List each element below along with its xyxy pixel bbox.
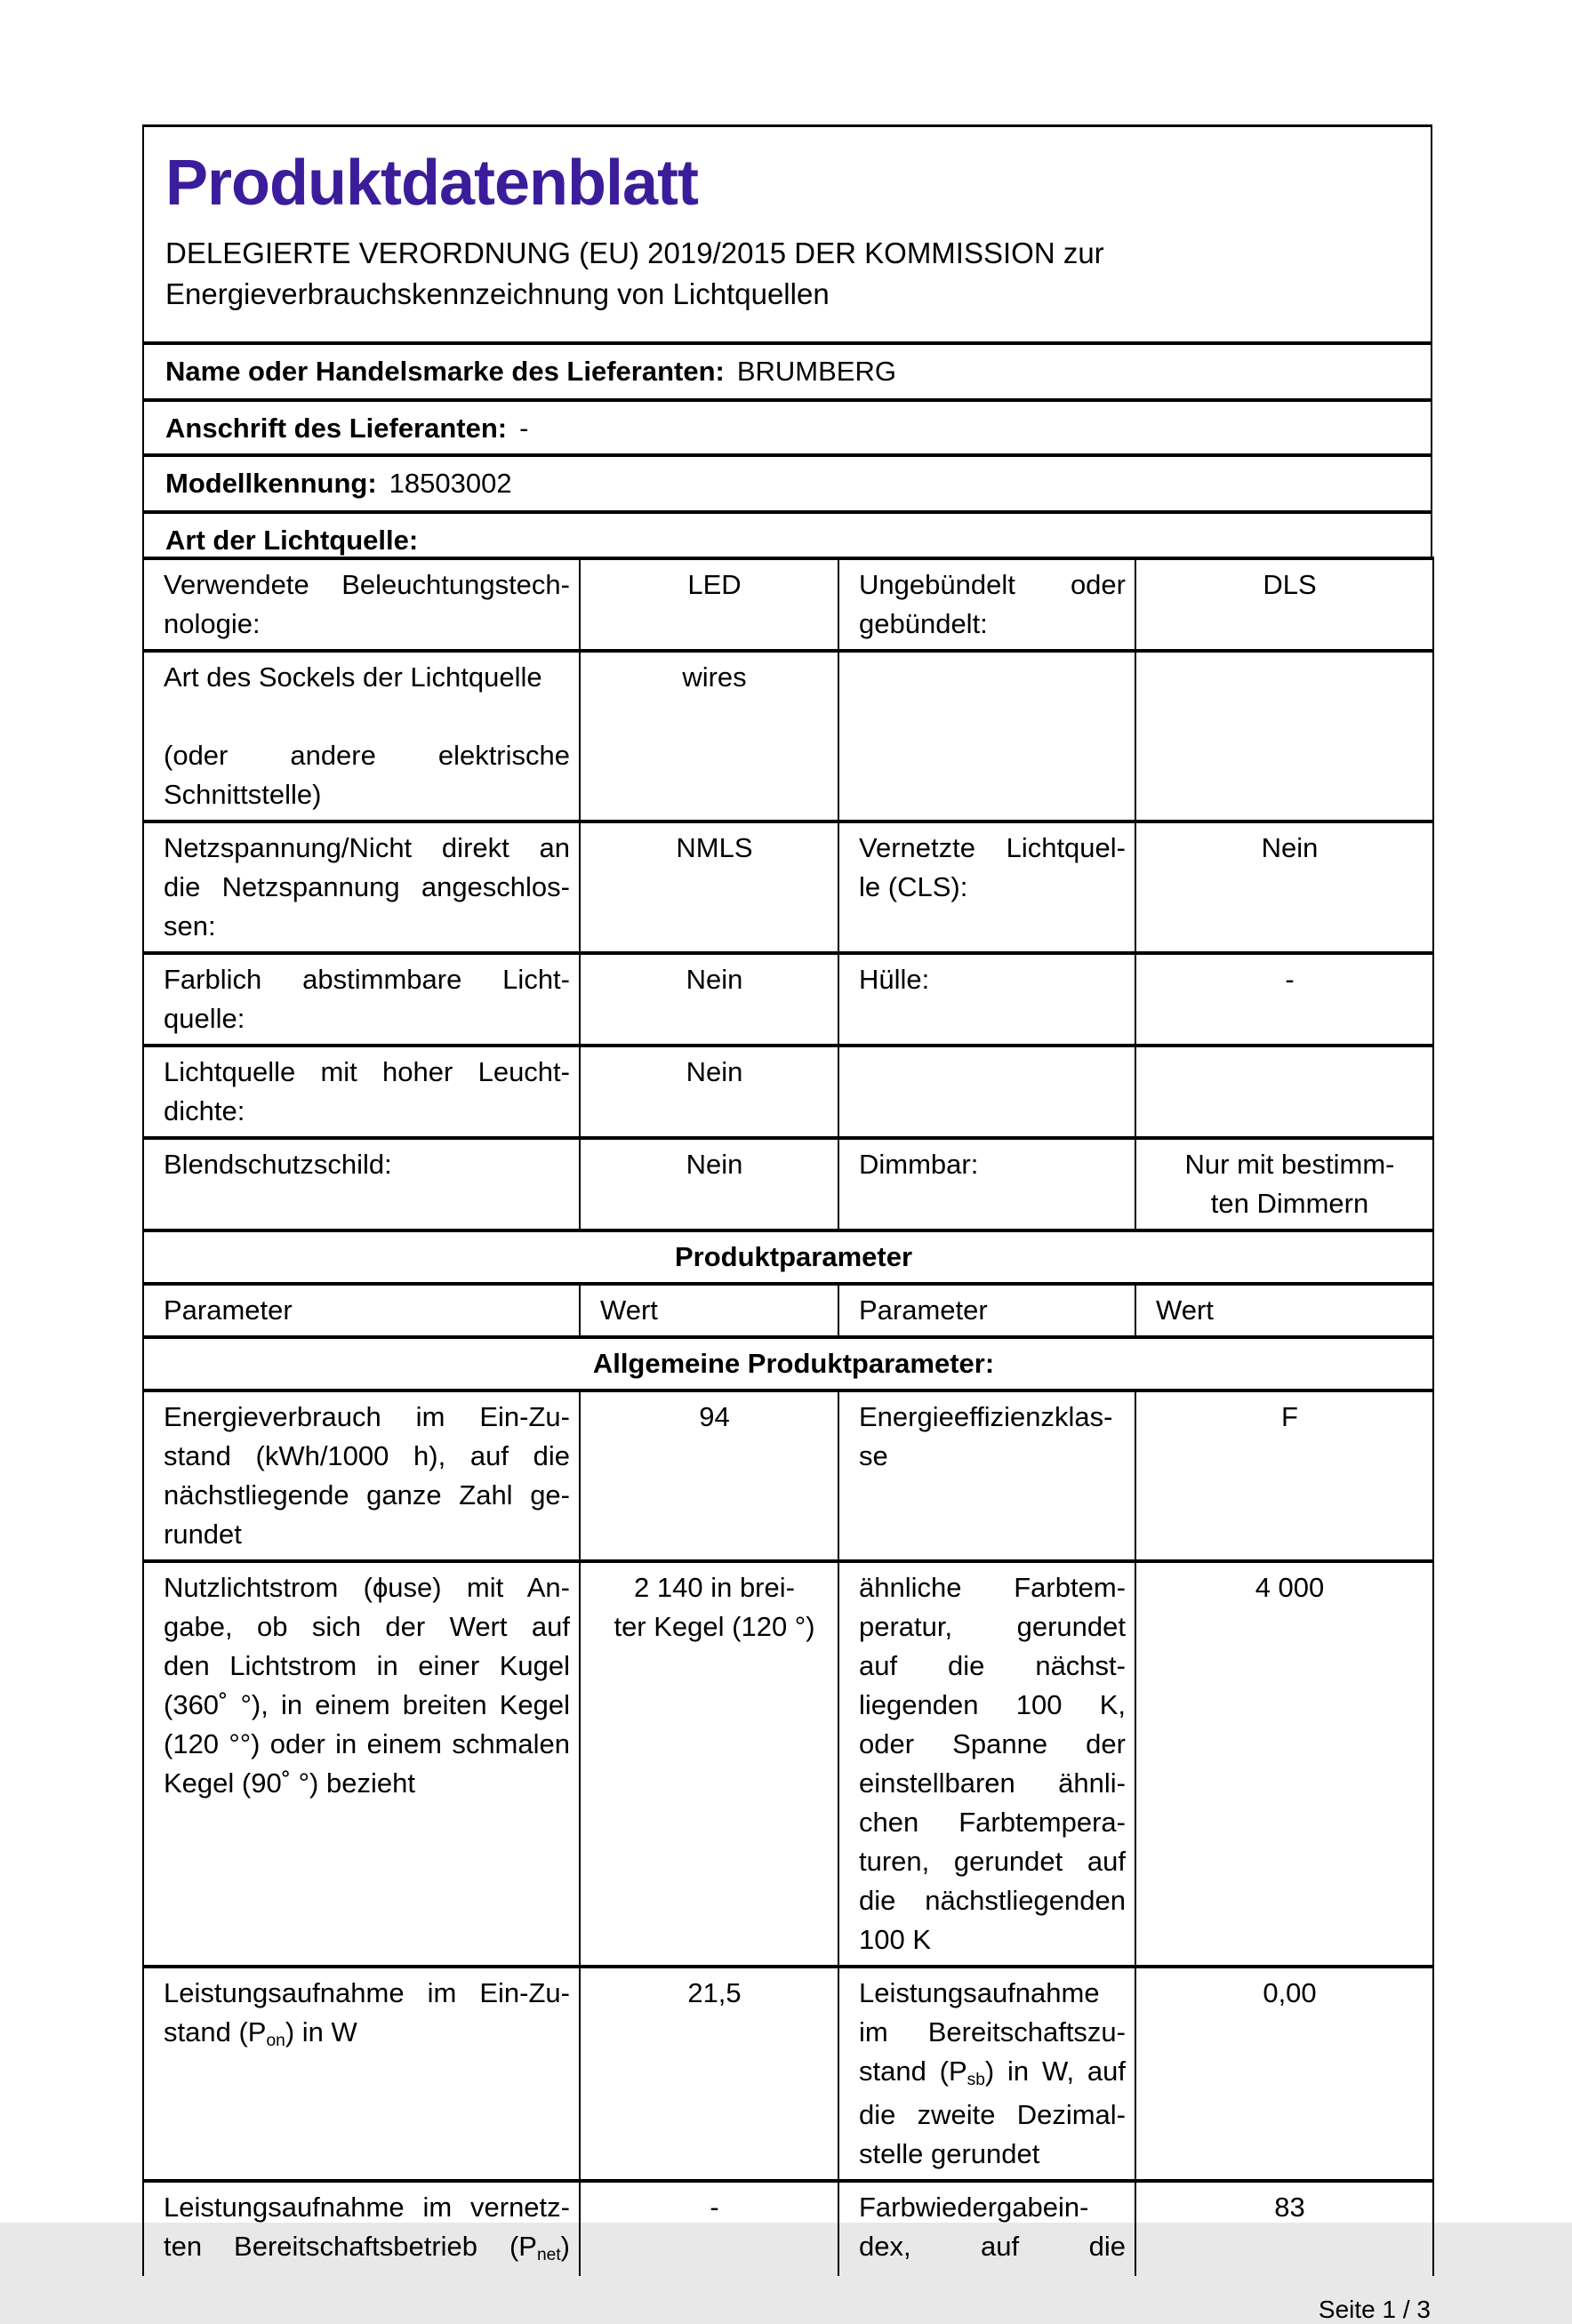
- subsection-band-row: [143, 1337, 1433, 1390]
- supplier-name-label: Name oder Handelsmarke des Lieferanten:: [165, 355, 725, 387]
- supplier-address-label: Anschrift des Lieferanten:: [165, 412, 508, 444]
- column-header-row: [143, 1284, 1433, 1337]
- param-cell: Farblich abstimmbare Licht- quelle:: [143, 953, 580, 1046]
- param-cell: Farbwiedergabein- dex, auf die: [838, 2181, 1135, 2276]
- model-id-value: 18503002: [389, 467, 512, 499]
- section-band-row: [143, 1230, 1433, 1284]
- value-cell: -: [580, 2181, 838, 2276]
- param-cell: Leistungsaufnahme im vernetz- ten Bereitschaftsbetrieb $(P_{net})$: [143, 2181, 580, 2276]
- datasheet-header: [142, 124, 1432, 341]
- value-cell: -: [1135, 953, 1433, 1046]
- column-header: Wert: [1135, 1284, 1433, 1337]
- param-cell: Lichtquelle mit hoher Leucht- dichte:: [143, 1046, 580, 1138]
- column-header: Parameter: [143, 1284, 580, 1337]
- page-title: Produktdatenblatt: [165, 148, 699, 219]
- supplier-address-value: -: [519, 412, 529, 444]
- table-row: [143, 651, 1433, 821]
- table-row-cut-off: [143, 2181, 1433, 2276]
- value-cell: 83: [1135, 2181, 1433, 2276]
- param-cell: Verwendete Beleuchtungstech- nologie:: [143, 558, 580, 651]
- light-source-type-row: [142, 510, 1432, 557]
- param-cell: Leistungsaufnahme im Bereitschaftszu- stand $(P_{sb})$ in W, auf die zweite Dezimal- stelle gerundet: [838, 1967, 1135, 2181]
- value-cell: 2 140 in brei- ter Kegel (120 °): [580, 1561, 838, 1967]
- value-cell: LED: [580, 558, 838, 651]
- value-cell: NMLS: [580, 821, 838, 953]
- value-cell: Nein: [580, 1138, 838, 1230]
- value-cell: 4 000: [1135, 1561, 1433, 1967]
- param-cell: Blendschutzschild:: [143, 1138, 580, 1230]
- param-cell: Leistungsaufnahme im Ein-Zu- stand $(P_{on})$ in W: [143, 1967, 580, 2181]
- light-source-type-label: Art der Lichtquelle:: [165, 524, 419, 556]
- param-cell: Energieeffizienzklas- se: [838, 1390, 1135, 1561]
- table-row: [143, 1561, 1433, 1967]
- param-cell: Dimmbar:: [838, 1138, 1135, 1230]
- datasheet-table: [142, 557, 1434, 2276]
- param-cell: [838, 1046, 1135, 1138]
- table-row: [143, 558, 1433, 651]
- param-cell: Hülle:: [838, 953, 1135, 1046]
- param-cell: [838, 651, 1135, 821]
- value-cell: Nein: [1135, 821, 1433, 953]
- value-cell: [1135, 651, 1433, 821]
- param-cell: Art des Sockels der Lichtquelle (oder andere elektrische Schnittstelle): [143, 651, 580, 821]
- table-row: [143, 821, 1433, 953]
- value-cell: [1135, 1046, 1433, 1138]
- value-cell: wires: [580, 651, 838, 821]
- table-row: [143, 1390, 1433, 1561]
- page-number: Seite 1 / 3: [1318, 2295, 1431, 2323]
- value-cell: F: [1135, 1390, 1433, 1561]
- value-cell: DLS: [1135, 558, 1433, 651]
- regulation-subtitle: DELEGIERTE VERORDNUNG (EU) 2019/2015 DER KOMMISSION zur Energieverbrauchskennzeichnung von Lichtquellen: [165, 236, 1104, 310]
- product-datasheet: [142, 124, 1432, 2324]
- param-cell: ähnliche Farbtem- peratur, gerundet auf die nächst- liegenden 100 K, oder Spanne der einstellbaren ähnli- chen Farbtempera- turen, gerundet auf die nächstliegenden 100 K: [838, 1561, 1135, 1967]
- supplier-name-row: [142, 341, 1432, 398]
- subsection-title: Allgemeine Produktparameter:: [143, 1337, 1433, 1390]
- supplier-address-row: [142, 398, 1432, 453]
- model-id-label: Modellkennung:: [165, 467, 377, 499]
- param-cell: Ungebündelt oder gebündelt:: [838, 558, 1135, 651]
- section-title: Produktparameter: [143, 1230, 1433, 1284]
- value-cell: 94: [580, 1390, 838, 1561]
- value-cell: Nur mit bestimm- ten Dimmern: [1135, 1138, 1433, 1230]
- param-cell: Energieverbrauch im Ein-Zu- stand (kWh/1000 h), auf die nächstliegende ganze Zahl ge- rundet: [143, 1390, 580, 1561]
- supplier-name-value: BRUMBERG: [736, 355, 896, 387]
- value-cell: Nein: [580, 953, 838, 1046]
- value-cell: Nein: [580, 1046, 838, 1138]
- param-cell: Nutzlichtstrom (ϕuse) mit An- gabe, ob sich der Wert auf den Lichtstrom in einer Kugel (360˚ °), in einem breiten Kegel (120 °°) oder in einem schmalen Kegel (90˚ °) bezieht: [143, 1561, 580, 1967]
- table-row: [143, 1046, 1433, 1138]
- column-header: Parameter: [838, 1284, 1135, 1337]
- column-header: Wert: [580, 1284, 838, 1337]
- param-cell: Vernetzte Lichtquel- le (CLS):: [838, 821, 1135, 953]
- value-cell: 21,5: [580, 1967, 838, 2181]
- param-cell: Netzspannung/Nicht direkt an die Netzspannung angeschlos- sen:: [143, 821, 580, 953]
- value-cell: 0,00: [1135, 1967, 1433, 2181]
- model-id-row: [142, 453, 1432, 510]
- table-row: [143, 953, 1433, 1046]
- table-row: [143, 1138, 1433, 1230]
- table-row: [143, 1967, 1433, 2181]
